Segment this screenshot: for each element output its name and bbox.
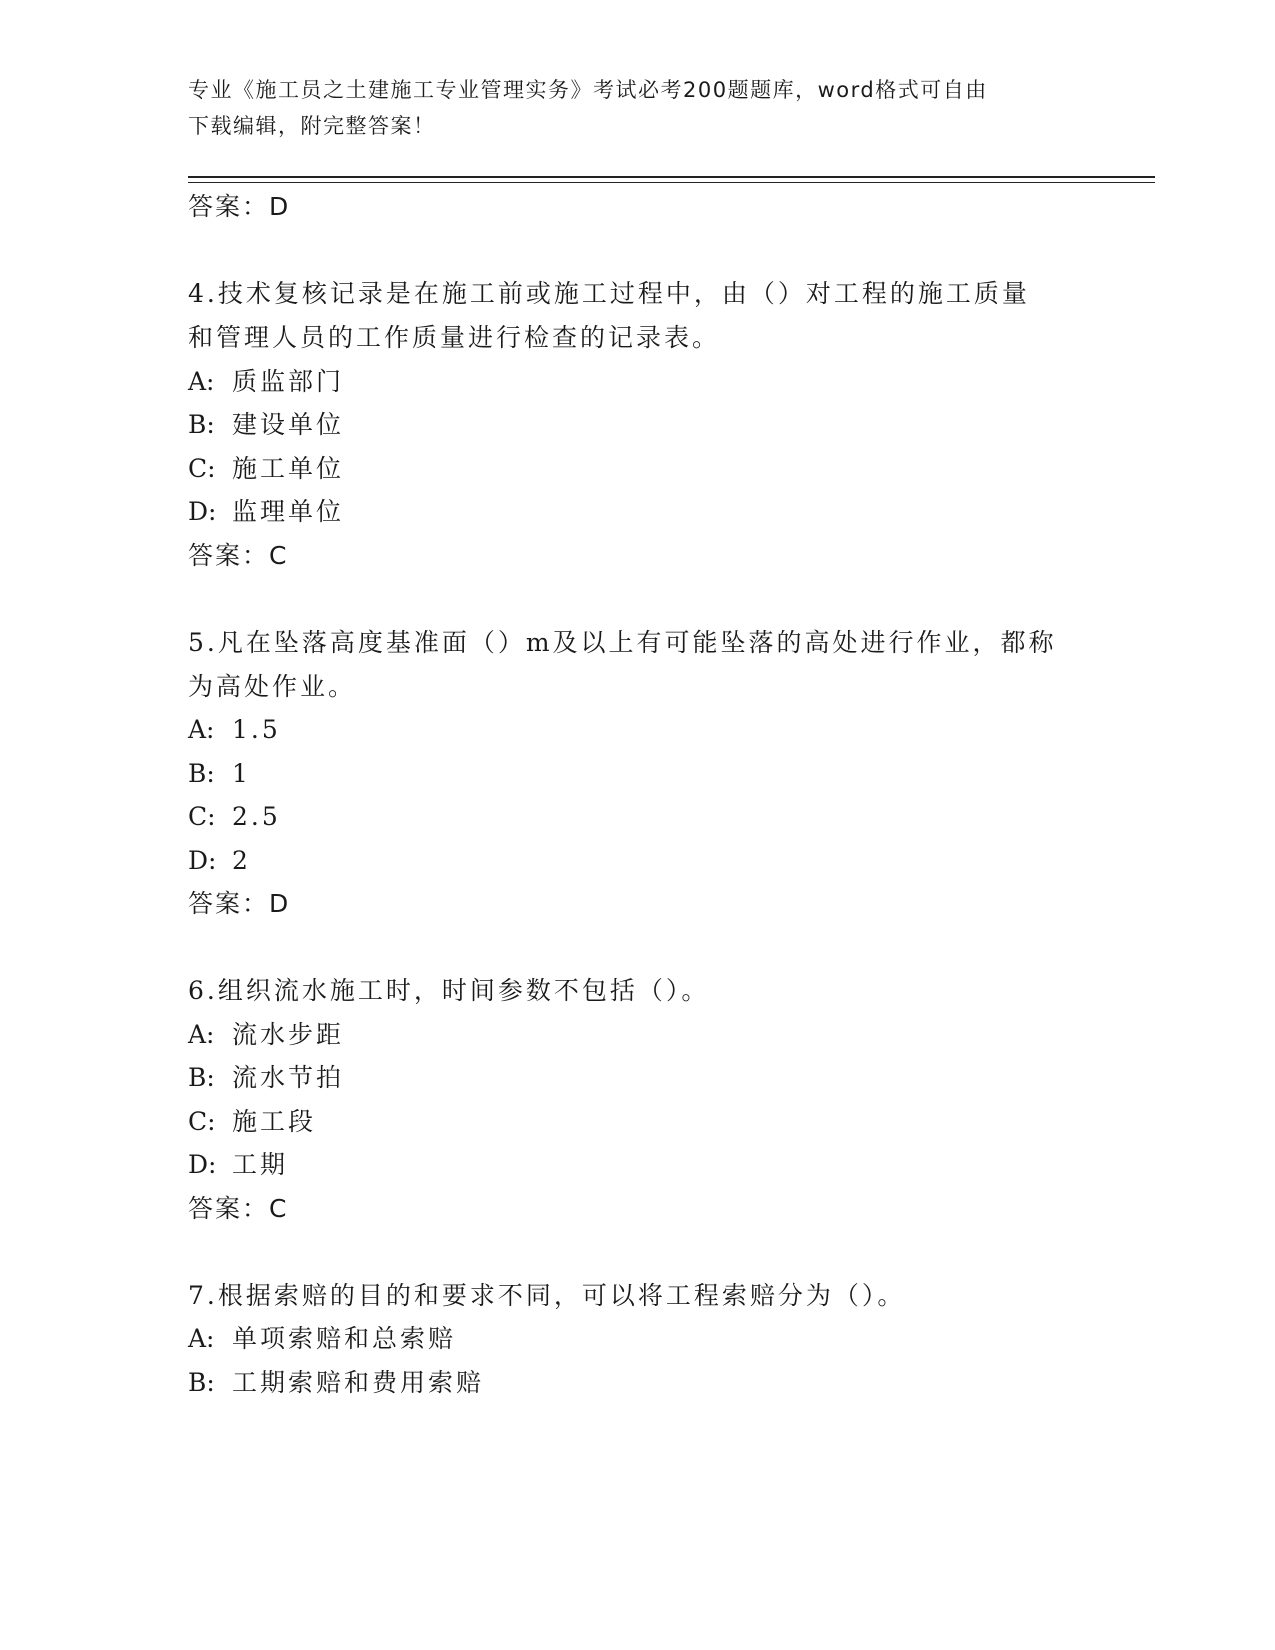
question-5-option-c — [188, 802, 281, 832]
question-6-option-b — [188, 1063, 344, 1093]
option-letter: D: — [188, 1150, 217, 1179]
option-letter: B: — [188, 410, 215, 439]
option-text: 1.5 — [232, 715, 281, 744]
option-text: 工期索赔和费用索赔 — [232, 1368, 485, 1397]
option-letter: C: — [188, 454, 216, 483]
header-line-1: 专业《施工员之土建施工专业管理实务》考试必考200题题库，word格式可自由 — [188, 78, 988, 102]
question-6-option-d — [188, 1150, 288, 1180]
option-text: 2.5 — [232, 802, 281, 831]
option-letter: B: — [188, 1368, 215, 1397]
option-text: 质监部门 — [232, 367, 345, 396]
option-text: 建设单位 — [232, 410, 345, 439]
option-letter: B: — [188, 759, 215, 788]
option-text: 监理单位 — [232, 497, 345, 526]
option-letter: A: — [188, 715, 215, 744]
option-text: 施工段 — [232, 1107, 317, 1136]
question-7-option-b — [188, 1368, 484, 1398]
header-divider-thin — [188, 182, 1155, 183]
question-5-option-b — [188, 759, 251, 789]
option-letter: D: — [188, 846, 217, 875]
question-4-stem-line-1: 4.技术复核记录是在施工前或施工过程中，由（）对工程的施工质量 — [188, 279, 1030, 308]
header-divider-thick — [188, 176, 1155, 178]
document-header — [188, 72, 1088, 144]
option-letter: D: — [188, 497, 217, 526]
question-4-stem-line-2: 和管理人员的工作质量进行检查的记录表。 — [188, 323, 721, 352]
question-4-option-b — [188, 410, 344, 440]
answer-previous: 答案：D — [188, 192, 291, 221]
option-text: 2 — [232, 846, 251, 875]
question-4-option-d — [188, 497, 344, 527]
question-6-option-a — [188, 1020, 344, 1050]
option-text: 工期 — [232, 1150, 289, 1179]
question-5-option-d — [188, 846, 251, 876]
option-letter: A: — [188, 367, 215, 396]
question-7-stem-line-1: 7.根据索赔的目的和要求不同，可以将工程索赔分为（）。 — [188, 1281, 906, 1310]
option-text: 施工单位 — [232, 454, 345, 483]
option-text: 1 — [232, 759, 251, 788]
question-6-answer: 答案：C — [188, 1194, 289, 1223]
option-text: 流水节拍 — [232, 1063, 345, 1092]
question-6-option-c — [188, 1107, 316, 1137]
option-letter: B: — [188, 1063, 215, 1092]
question-4-answer: 答案：C — [188, 541, 289, 570]
question-6-stem-line-1: 6.组织流水施工时，时间参数不包括（）。 — [188, 976, 710, 1005]
option-letter: A: — [188, 1324, 215, 1353]
header-line-2: 下载编辑，附完整答案！ — [188, 114, 436, 138]
question-5-stem-line-2: 为高处作业。 — [188, 672, 357, 701]
question-4-option-a — [188, 367, 344, 397]
question-5-option-a — [188, 715, 281, 745]
question-5-answer: 答案：D — [188, 889, 291, 918]
option-text: 流水步距 — [232, 1020, 345, 1049]
question-7-option-a — [188, 1324, 456, 1354]
option-letter: C: — [188, 802, 216, 831]
question-5-stem-line-1: 5.凡在坠落高度基准面（）m及以上有可能坠落的高处进行作业，都称 — [188, 628, 1057, 657]
option-text: 单项索赔和总索赔 — [232, 1324, 457, 1353]
question-4-option-c — [188, 454, 344, 484]
option-letter: C: — [188, 1107, 216, 1136]
option-letter: A: — [188, 1020, 215, 1049]
